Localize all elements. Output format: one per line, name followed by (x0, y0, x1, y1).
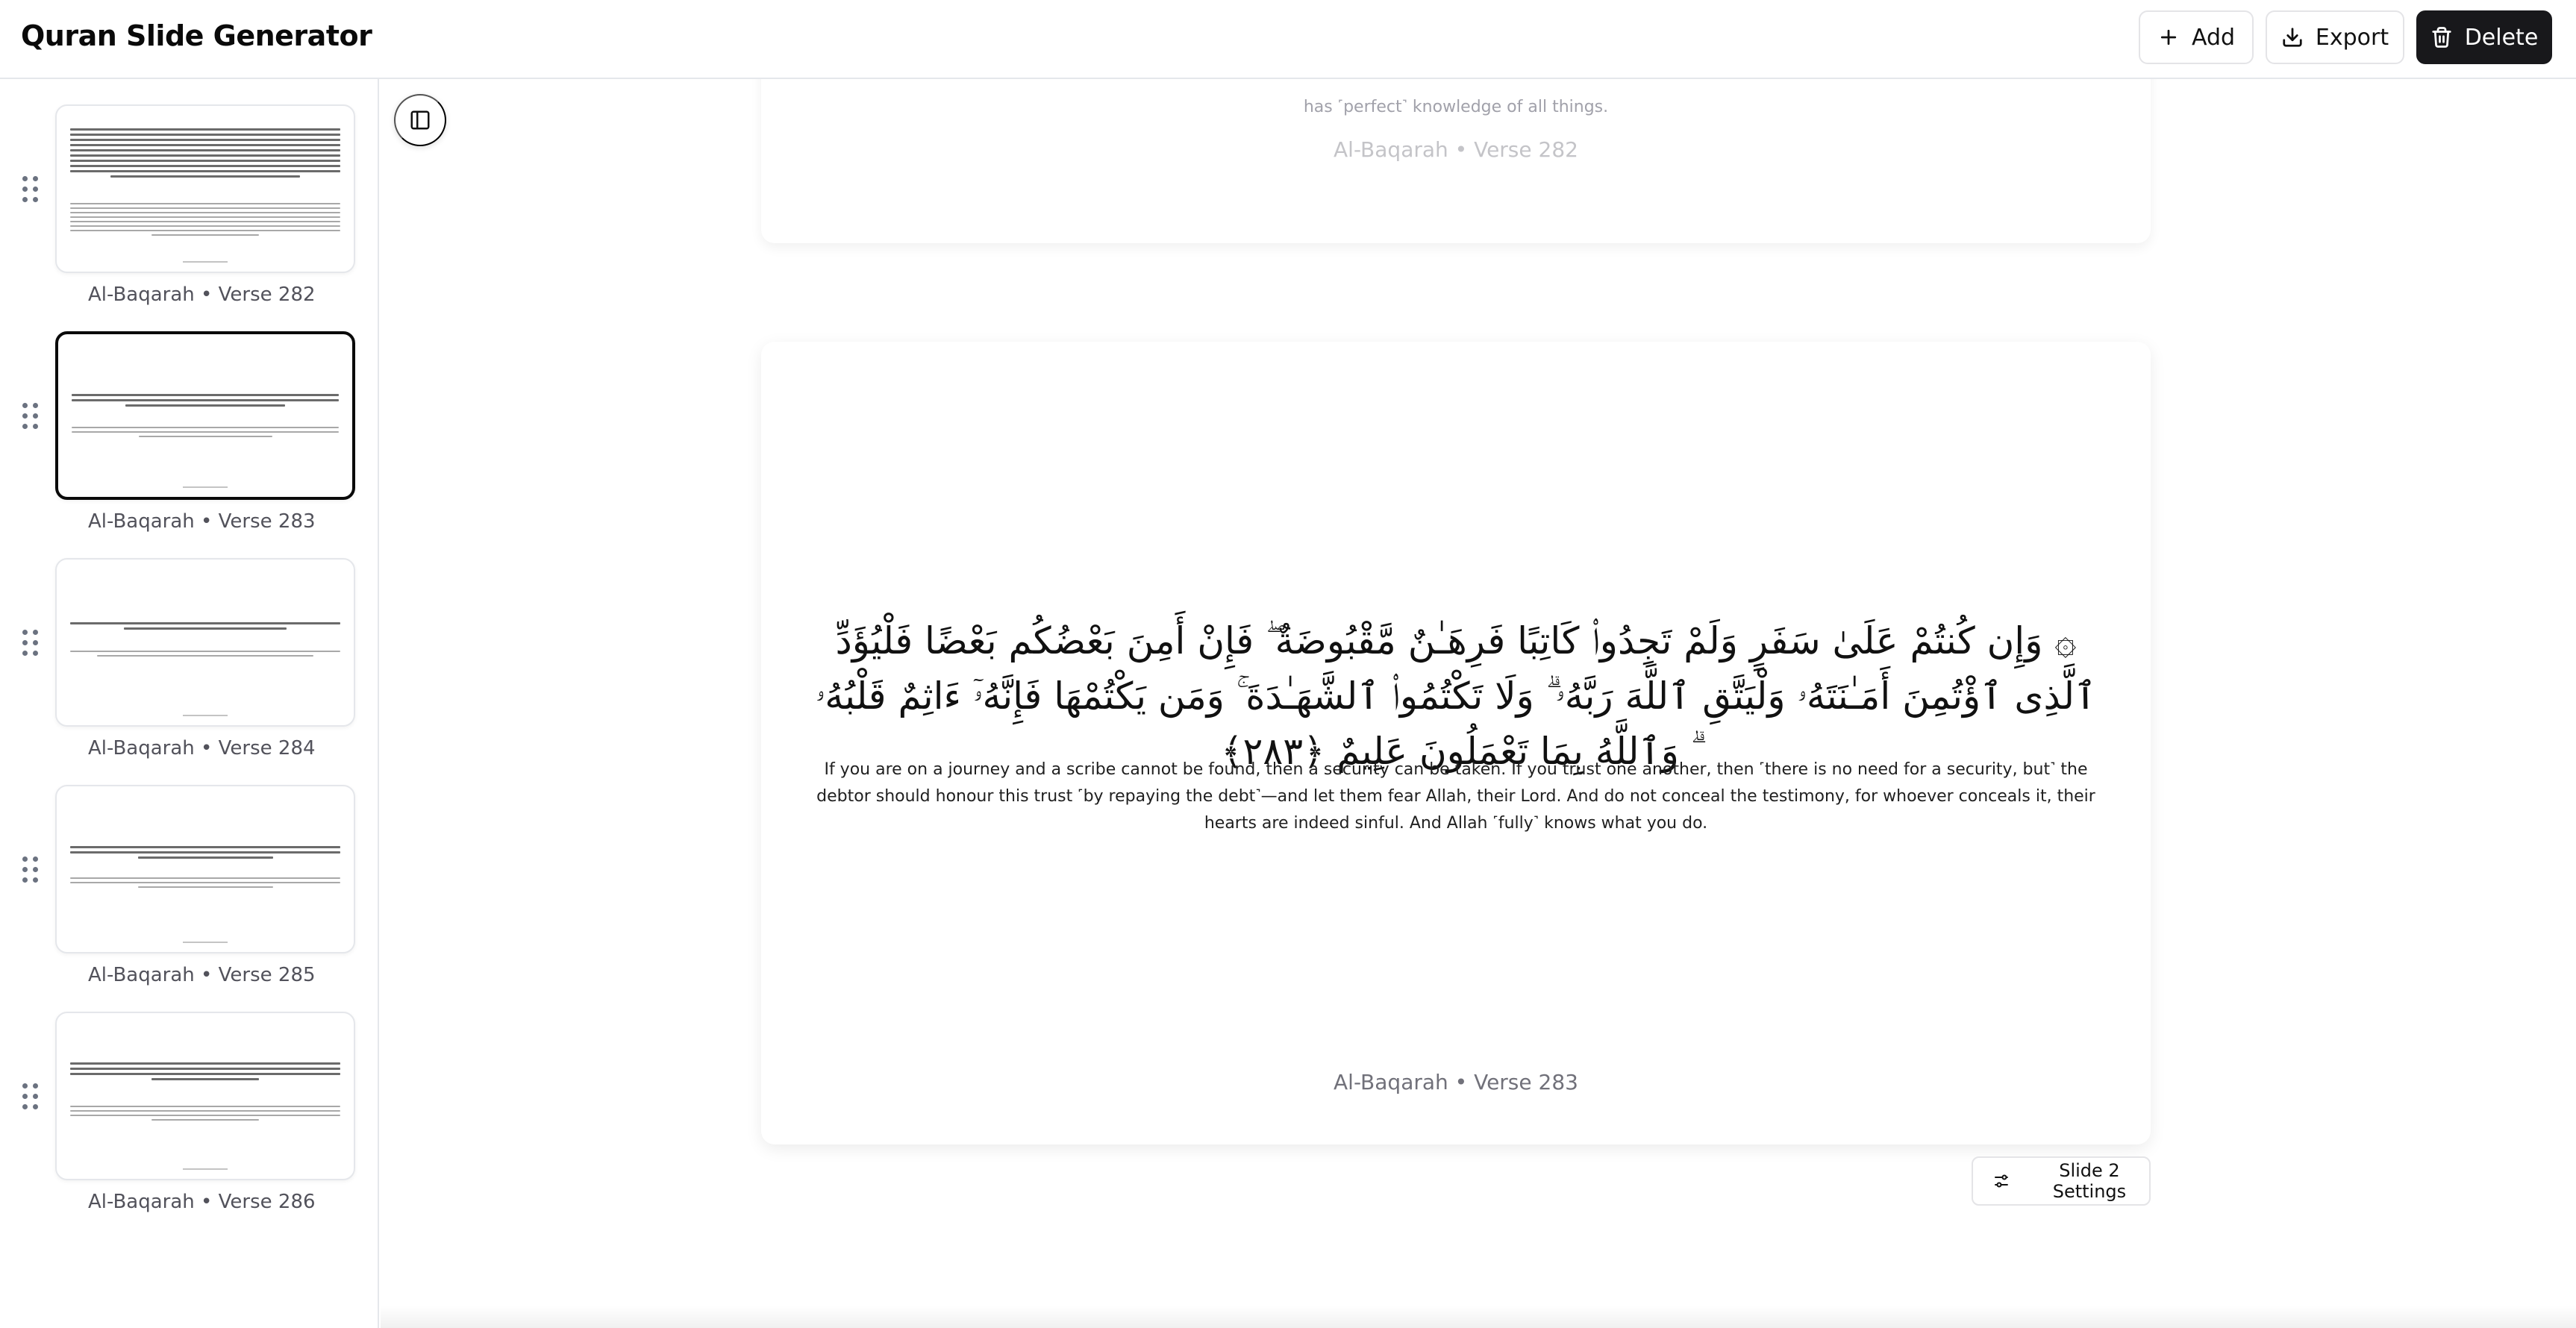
thumbnail-translation-preview (70, 1106, 340, 1124)
slide-list-sidebar (0, 79, 379, 1328)
thumbnail-footer-preview (57, 715, 354, 716)
thumbnail-footer-preview (57, 261, 354, 263)
slide-thumbnail-selected[interactable] (55, 331, 355, 500)
export-button[interactable] (2266, 10, 2404, 64)
slide-thumbnail[interactable] (55, 558, 355, 727)
drag-handle-icon[interactable] (22, 630, 42, 660)
slide-arabic-text: ۞ وَإِن كُنتُمْ عَلَىٰ سَفَرٍ وَلَمْ تَجِدُوا۟ كَاتِبًا فَرِهَـٰنٌ مَّقْبُوضَةٌ ۖ فَإِنْ أَمِنَ بَعْضُكُم بَعْضًا فَلْيُؤَدِّ ٱلَّذِى ٱؤْتُمِنَ أَمَـٰنَتَهُۥ وَلْيَتَّقِ ٱللَّهَ رَبَّهُۥ ۗ وَلَا تَكْتُمُوا۟ ٱلشَّهَـٰدَةَ ۚ وَمَن يَكْتُمْهَا فَإِنَّهُۥٓ ءَاثِمٌ قَلْبُهُۥ ۗ وَٱللَّهُ بِمَا تَعْمَلُونَ عَلِيمٌ ﴿٢٨٣﴾ (815, 619, 2097, 773)
slide-settings-label: Slide 2 Settings (2052, 1160, 2127, 1202)
slide-thumbnail[interactable] (55, 1012, 355, 1180)
app-title: Quran Slide Generator (21, 19, 372, 52)
slide-thumbnail-item[interactable] (0, 558, 379, 782)
slide-thumbnail-item[interactable] (0, 1012, 379, 1235)
slide-thumbnail-label: Al-Baqarah • Verse 283 (88, 510, 316, 533)
thumbnail-arabic-preview (70, 1062, 340, 1083)
slide-thumbnail-item[interactable] (0, 104, 379, 328)
thumbnail-arabic-preview (70, 846, 340, 862)
thumbnail-footer-preview (58, 486, 352, 488)
drag-handle-icon[interactable] (22, 176, 42, 206)
thumbnail-arabic-preview (72, 394, 339, 410)
drag-handle-icon[interactable] (22, 1083, 42, 1113)
drag-handle-icon[interactable] (22, 856, 42, 886)
slide-card-previous[interactable] (761, 79, 2151, 243)
slide-thumbnail-label: Al-Baqarah • Verse 285 (88, 964, 316, 986)
export-button-label: Export (2315, 24, 2389, 51)
thumbnail-footer-preview (57, 942, 354, 943)
delete-button-label: Delete (2464, 24, 2539, 51)
add-button[interactable] (2139, 10, 2254, 64)
slide-editor-area (381, 79, 2576, 1328)
slide-translation-text: has ˹perfect˺ knowledge of all things. (1303, 98, 1609, 116)
thumbnail-footer-preview (57, 1168, 354, 1170)
drag-handle-icon[interactable] (22, 403, 42, 433)
slide-thumbnail[interactable] (55, 104, 355, 273)
app-header (0, 0, 2576, 79)
slide-thumbnail-item[interactable] (0, 331, 379, 555)
thumbnail-translation-preview (70, 651, 340, 660)
delete-button[interactable] (2416, 10, 2552, 64)
trash-icon (2430, 26, 2453, 48)
slide-thumbnail[interactable] (55, 785, 355, 953)
slide-footer: Al-Baqarah • Verse 283 (1334, 1070, 1578, 1094)
sliders-icon (1992, 1171, 2010, 1191)
thumbnail-translation-preview (70, 877, 340, 891)
thumbnail-translation-preview (70, 203, 340, 239)
add-button-label: Add (2191, 24, 2236, 51)
panel-left-icon (409, 109, 431, 131)
slide-thumbnail-label: Al-Baqarah • Verse 284 (88, 737, 316, 759)
slide-card-current[interactable] (761, 342, 2151, 1144)
slide-thumbnail-label: Al-Baqarah • Verse 286 (88, 1191, 316, 1213)
slide-footer: Al-Baqarah • Verse 282 (1334, 137, 1578, 162)
sidebar-toggle-button[interactable] (394, 94, 446, 146)
slide-translation-text: If you are on a journey and a scribe cannot be found, then a security can be taken. If you trust one another, then ˹there is no need for a security, but˺ the debtor should honour this trust ˹by repaying the debt˺—and let them fear Allah, their Lord. And do not conceal the testimony, for whoever conceals it, their hearts are indeed sinful. And Allah ˹fully˺ knows what you do. (816, 760, 2095, 833)
scroll-shadow (381, 1306, 2576, 1328)
slide-thumbnail-label: Al-Baqarah • Verse 282 (88, 284, 316, 306)
slide-settings-button[interactable] (1972, 1156, 2151, 1206)
thumbnail-translation-preview (72, 427, 339, 440)
thumbnail-arabic-preview (70, 622, 340, 633)
thumbnail-arabic-preview (70, 128, 340, 181)
plus-icon (2157, 26, 2180, 48)
download-icon (2281, 26, 2304, 48)
slide-thumbnail-item[interactable] (0, 785, 379, 1009)
